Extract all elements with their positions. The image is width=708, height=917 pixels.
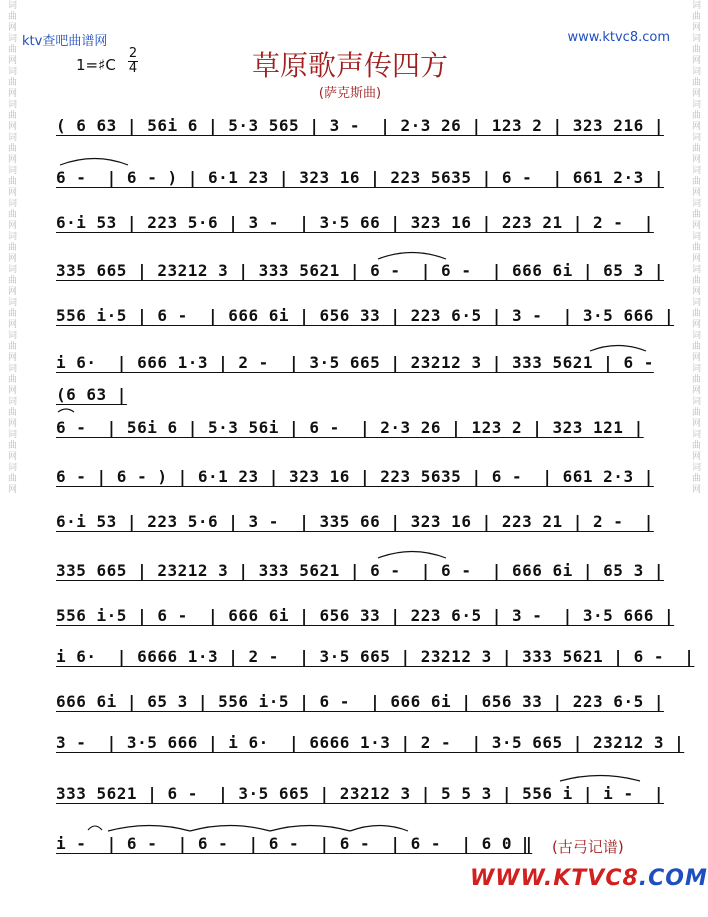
site-url-right[interactable]: www.ktvc8.com [567, 30, 670, 45]
time-signature-bottom: 4 [128, 61, 138, 76]
score-row-16: 333 5621 | 6 - | 3·5 665 | 23212 3 | 5 5 3 | 556 i | i - | [56, 784, 664, 803]
score-row-10: 6·i 53 | 223 5·6 | 3 - | 335 66 | 323 16 | 223 21 | 2 - | [56, 512, 654, 531]
score-row-13: i 6· | 6666 1·3 | 2 - | 3·5 665 | 23212 3 | 333 5621 | 6 - | [56, 647, 695, 666]
score-row-7: (6 63 | [56, 385, 127, 404]
score-row-3: 6·i 53 | 223 5·6 | 3 - | 3·5 66 | 323 16 | 223 21 | 2 - | [56, 213, 654, 232]
score-row-6: i 6· | 666 1·3 | 2 - | 3·5 665 | 23212 3 | 333 5621 | 6 - [56, 353, 654, 372]
tie-arc [378, 253, 446, 260]
fermata-icon [88, 826, 102, 830]
key-signature: 1=♯C [76, 56, 116, 74]
score-row-9: 6 - | 6 - ) | 6·1 23 | 323 16 | 223 5635 | 6 - | 661 2·3 | [56, 467, 654, 486]
tie-arc [590, 346, 646, 352]
side-watermark-left: 词曲网词曲网词曲网词曲网词曲网词曲网词曲网词曲网词曲网词曲网词曲网词曲网词曲网词曲网词曲网 [6, 0, 16, 495]
tie-arc [190, 826, 270, 832]
score-row-15: 3 - | 3·5 666 | i 6· | 6666 1·3 | 2 - | 3·5 665 | 23212 3 | [56, 733, 685, 752]
song-subtitle: (萨克斯曲) [318, 86, 382, 101]
time-signature-top: 2 [128, 46, 138, 61]
score-row-5: 556 i·5 | 6 - | 666 6i | 656 33 | 223 6·5 | 3 - | 3·5 666 | [56, 306, 675, 325]
site-logo-main: WWW.KTVC8 [470, 866, 639, 891]
tie-arc [378, 552, 446, 559]
transcriber-note: (古弓记谱) [552, 838, 624, 856]
score-row-12: 556 i·5 | 6 - | 666 6i | 656 33 | 223 6·5 | 3 - | 3·5 666 | [56, 606, 675, 625]
score-row-17: i - | 6 - | 6 - | 6 - | 6 - | 6 - | 6 0 ‖ [56, 834, 533, 853]
score-row-4: 335 665 | 23212 3 | 333 5621 | 6 - | 6 - | 666 6i | 65 3 | [56, 261, 664, 280]
site-name-left[interactable]: ktv查吧曲谱网 [22, 34, 108, 49]
score-row-1: ( 6 63 | 56i 6 | 5·3 565 | 3 - | 2·3 26 | 123 2 | 323 216 | [56, 116, 664, 135]
score-row-2: 6 - | 6 - ) | 6·1 23 | 323 16 | 223 5635 | 6 - | 661 2·3 | [56, 168, 664, 187]
tie-arc [350, 826, 408, 832]
tie-arc [560, 776, 640, 782]
score-row-14: 666 6i | 65 3 | 556 i·5 | 6 - | 666 6i | 656 33 | 223 6·5 | [56, 692, 664, 711]
song-title: 草原歌声传四方 [251, 49, 448, 82]
site-logo-suffix: .COM [638, 866, 708, 891]
tie-arc [108, 826, 190, 832]
score-row-8: 6 - | 56i 6 | 5·3 56i | 6 - | 2·3 26 | 123 2 | 323 121 | [56, 418, 644, 437]
site-logo[interactable] [470, 866, 708, 891]
side-watermark-right: 词曲网词曲网词曲网词曲网词曲网词曲网词曲网词曲网词曲网词曲网词曲网词曲网词曲网词曲网词曲网 [690, 0, 700, 495]
tie-arc [58, 409, 74, 412]
score-row-11: 335 665 | 23212 3 | 333 5621 | 6 - | 6 - | 666 6i | 65 3 | [56, 561, 664, 580]
tie-arc [60, 159, 128, 166]
tie-arc [270, 826, 350, 832]
